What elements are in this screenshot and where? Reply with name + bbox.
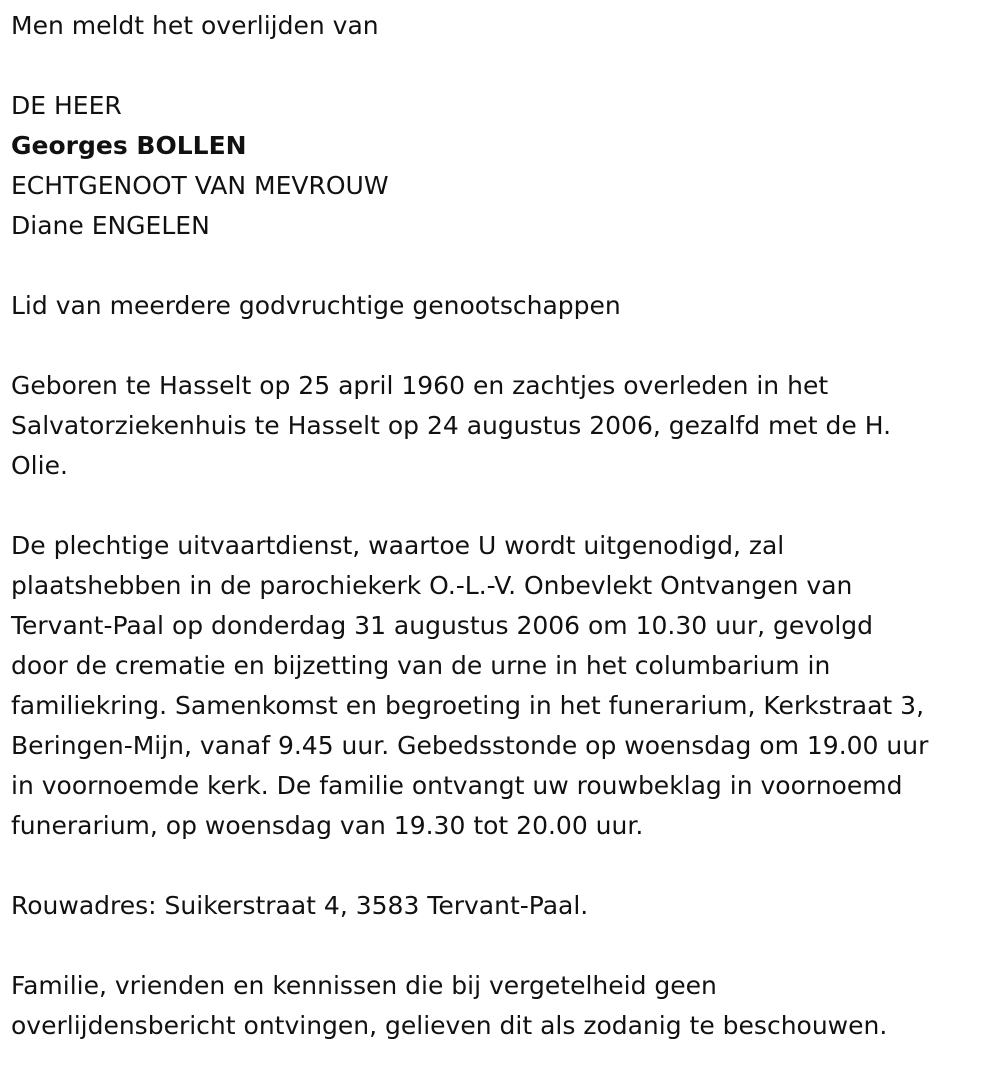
paragraph-line: Familie, vrienden en kennissen die bij vergetelheid geen bbox=[11, 971, 717, 1000]
paragraph-line: in voornoemde kerk. De familie ontvangt uw rouwbeklag in voornoemd bbox=[11, 771, 903, 800]
closing-paragraph bbox=[11, 966, 991, 1046]
paragraph-line: familiekring. Samenkomst en begroeting in het funerarium, Kerkstraat 3, bbox=[11, 691, 925, 720]
spacer bbox=[11, 846, 991, 886]
spacer bbox=[11, 926, 991, 966]
spacer bbox=[11, 326, 991, 366]
paragraph-line: Olie. bbox=[11, 451, 68, 480]
spacer bbox=[11, 486, 991, 526]
paragraph-line: funerarium, op woensdag van 19.30 tot 20.00 uur. bbox=[11, 811, 644, 840]
paragraph-line: Beringen-Mijn, vanaf 9.45 uur. Gebedsstonde op woensdag om 19.00 uur bbox=[11, 731, 929, 760]
paragraph-line: plaatshebben in de parochiekerk O.-L.-V. Onbevlekt Ontvangen van bbox=[11, 571, 853, 600]
spouse-label: ECHTGENOOT VAN MEVROUW bbox=[11, 171, 389, 200]
birth-death-paragraph bbox=[11, 366, 991, 486]
paragraph-line: door de crematie en bijzetting van de urne in het columbarium in bbox=[11, 651, 831, 680]
spacer bbox=[11, 46, 991, 86]
funeral-paragraph bbox=[11, 526, 991, 846]
spouse-name: Diane ENGELEN bbox=[11, 211, 210, 240]
membership-text: Lid van meerdere godvruchtige genootschappen bbox=[11, 291, 621, 320]
spacer bbox=[11, 246, 991, 286]
honorific: DE HEER bbox=[11, 91, 122, 120]
paragraph-line: Geboren te Hasselt op 25 april 1960 en zachtjes overleden in het bbox=[11, 371, 829, 400]
paragraph-line: overlijdensbericht ontvingen, gelieven dit als zodanig te beschouwen. bbox=[11, 1011, 888, 1040]
paragraph-line: Salvatorziekenhuis te Hasselt op 24 augustus 2006, gezalfd met de H. bbox=[11, 411, 892, 440]
deceased-name: Georges BOLLEN bbox=[11, 131, 247, 160]
intro-text: Men meldt het overlijden van bbox=[11, 11, 379, 40]
paragraph-line: De plechtige uitvaartdienst, waartoe U wordt uitgenodigd, zal bbox=[11, 531, 785, 560]
death-notice bbox=[11, 6, 991, 1046]
mourning-address: Rouwadres: Suikerstraat 4, 3583 Tervant-Paal. bbox=[11, 891, 589, 920]
paragraph-line: Tervant-Paal op donderdag 31 augustus 2006 om 10.30 uur, gevolgd bbox=[11, 611, 874, 640]
